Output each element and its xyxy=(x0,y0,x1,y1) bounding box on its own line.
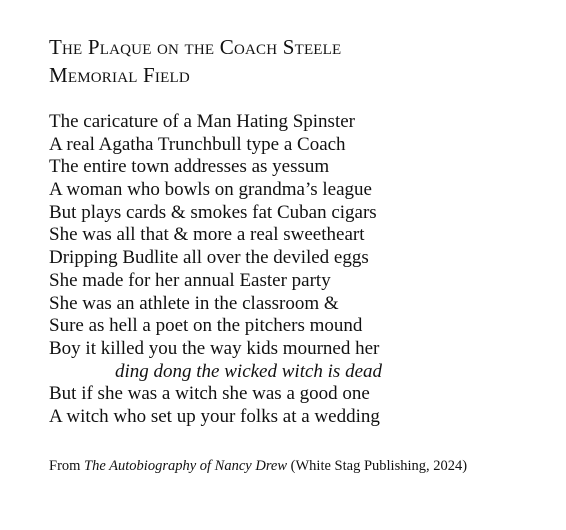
poem-line: She was all that & more a real sweetheart xyxy=(49,224,365,246)
poem-line: A witch who set up your folks at a wedding xyxy=(49,405,380,427)
source-publisher: (White Stag Publishing, 2024) xyxy=(287,458,468,474)
poem-line: The entire town addresses as yessum xyxy=(49,156,330,178)
source-citation xyxy=(49,457,467,475)
poem-title-line-2: Memorial Field xyxy=(49,63,190,87)
poem-title xyxy=(49,33,341,89)
poem-line: She was an athlete in the classroom & xyxy=(49,292,339,314)
poem-title-line-1: The Plaque on the Coach Steele xyxy=(49,35,342,59)
poem-line: She made for her annual Easter party xyxy=(49,269,331,291)
source-book-title: The Autobiography of Nancy Drew xyxy=(84,458,288,474)
source-prefix: From xyxy=(49,458,85,474)
poem-line: Dripping Budlite all over the deviled eggs xyxy=(49,247,369,269)
poem-line: The caricature of a Man Hating Spinster xyxy=(49,111,355,132)
poem-line: A real Agatha Trunchbull type a Coach xyxy=(49,133,346,155)
poem-line: Sure as hell a poet on the pitchers mound xyxy=(49,315,363,337)
poem-body xyxy=(49,111,382,429)
poem-line-italic-refrain: ding dong the wicked witch is dead xyxy=(115,360,383,382)
poem-line: But plays cards & smokes fat Cuban cigars xyxy=(49,201,377,223)
poem-line: A woman who bowls on grandma’s league xyxy=(49,179,372,201)
poem-line: But if she was a witch she was a good one xyxy=(49,383,370,405)
poem-line: Boy it killed you the way kids mourned her xyxy=(49,337,380,359)
